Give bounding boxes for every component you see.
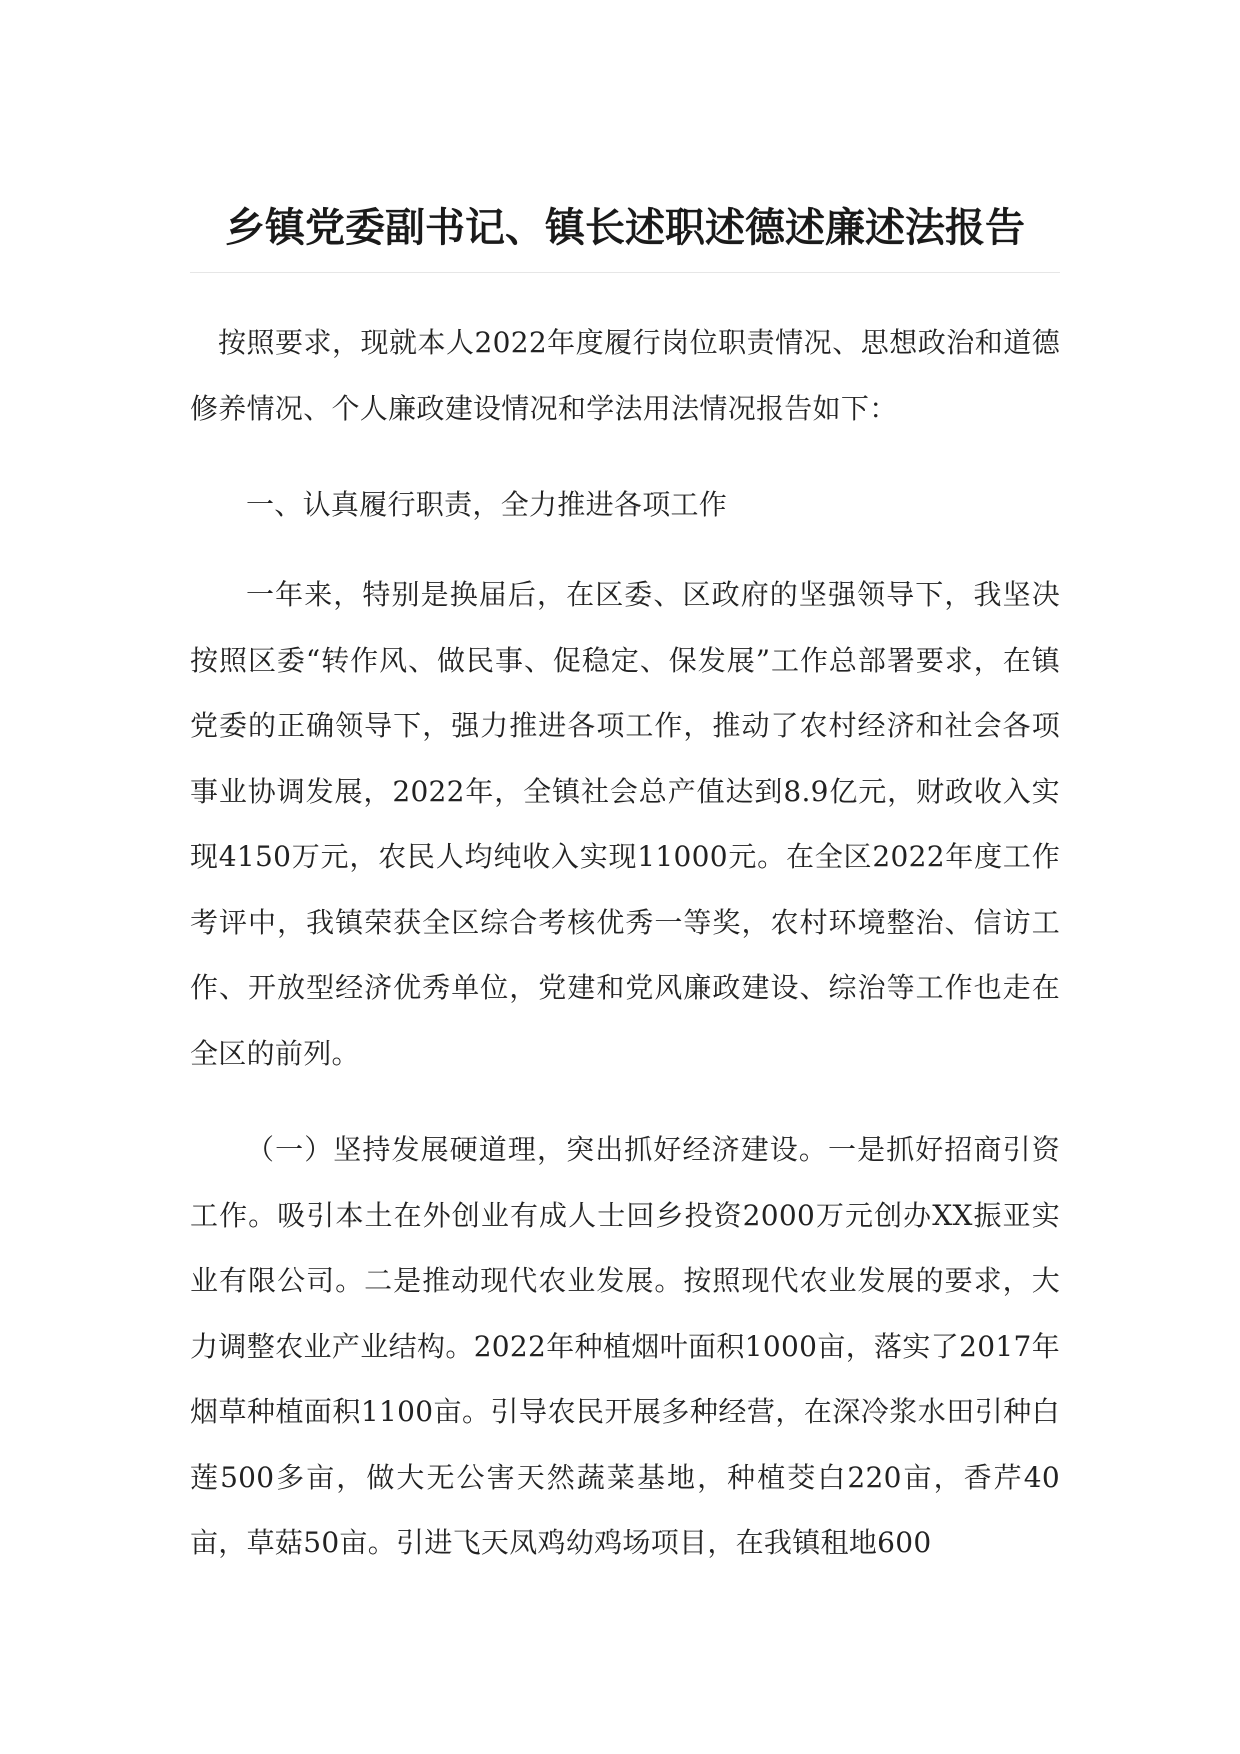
- body-paragraph: （一）坚持发展硬道理，突出抓好经济建设。一是抓好招商引资工作。吸引本土在外创业有成人士回乡投资2000万元创办XX振亚实业有限公司。二是推动现代农业发展。按照现代农业发展的要求，大力调整农业产业结构。2022年种植烟叶面积1000亩，落实了2017年烟草种植面积1100亩。引导农民开展多种经营，在深冷浆水田引种白莲500多亩，做大无公害天然蔬菜基地，种植茭白220亩，香芹40亩，草菇50亩。引进飞天凤鸡幼鸡场项目，在我镇租地600: [190, 1133, 1060, 1559]
- section-heading: 一、认真履行职责，全力推进各项工作: [246, 488, 728, 521]
- body-paragraph: 一年来，特别是换届后，在区委、区政府的坚强领导下，我坚决按照区委“转作风、做民事、促稳定、保发展”工作总部署要求，在镇党委的正确领导下，强力推进各项工作，推动了农村经济和社会各项事业协调发展，2022年，全镇社会总产值达到8.9亿元，财政收入实现4150万元，农民人均纯收入实现11000元。在全区2022年度工作考评中，我镇荣获全区综合考核优秀一等奖，农村环境整治、信访工作、开放型经济优秀单位，党建和党风廉政建设、综治等工作也走在全区的前列。: [190, 578, 1060, 1070]
- document-title: 乡镇党委副书记、镇长述职述德述廉述法报告: [225, 204, 1025, 251]
- intro-paragraph: 按照要求，现就本人2022年度履行岗位职责情况、思想政治和道德修养情况、个人廉政建设情况和学法用法情况报告如下：: [190, 326, 1060, 425]
- title-divider: [190, 272, 1060, 273]
